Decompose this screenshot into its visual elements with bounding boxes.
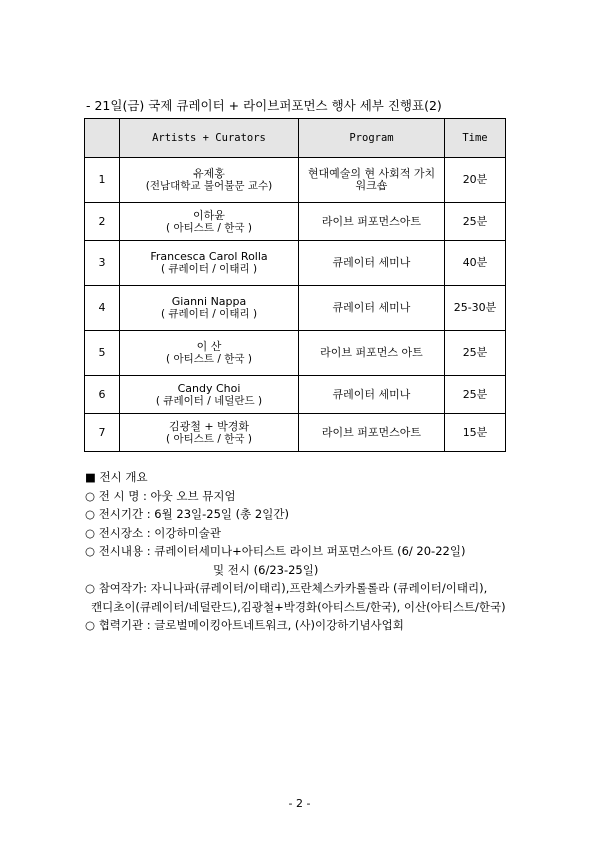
outline-artists-continued: 캔디초이(큐레이터/네덜란드),김광철+박경화(아티스트/한국), 이산(아티스트/한국) xyxy=(91,599,506,614)
table-row xyxy=(85,241,506,286)
table-row xyxy=(85,376,506,414)
schedule-heading: - 21일(금) 국제 큐레이터 + 라이브퍼포먼스 행사 세부 진행표(2) xyxy=(86,98,442,113)
outline-venue: ○ 전시장소 : 이강하미술관 xyxy=(85,525,221,540)
time-cell: 15분 xyxy=(445,414,506,452)
artist-role: ( 아티스트 / 한국 ) xyxy=(166,221,252,234)
row-number: 2 xyxy=(85,203,120,241)
program-cell: 현대예술의 현 사회적 가치 워크숍 xyxy=(299,158,445,203)
row-number: 4 xyxy=(85,286,120,331)
table-row xyxy=(85,414,506,452)
program-cell: 큐레이터 세미나 xyxy=(299,376,445,414)
artist-name: 이하윤 xyxy=(193,208,225,222)
artist-role: ( 큐레이터 / 이태리 ) xyxy=(160,263,258,275)
artist-name: Gianni Nappa xyxy=(171,295,247,308)
table-row xyxy=(85,158,506,203)
exhibition-outline xyxy=(85,468,506,635)
artist-cell xyxy=(120,203,299,241)
row-number: 1 xyxy=(85,158,120,203)
table-row xyxy=(85,203,506,241)
outline-content-continued: 및 전시 (6/23-25일) xyxy=(213,562,319,577)
header-program: Program xyxy=(299,119,445,158)
header-time: Time xyxy=(445,119,506,158)
table-row xyxy=(85,331,506,376)
artist-cell xyxy=(120,414,299,452)
artist-name: Francesca Carol Rolla xyxy=(150,250,268,263)
row-number: 3 xyxy=(85,241,120,286)
artist-role: ( 큐레이터 / 네덜란드 ) xyxy=(155,394,263,407)
time-cell: 25-30분 xyxy=(445,286,506,331)
page-number: - 2 - xyxy=(288,797,311,810)
outline-content: ○ 전시내용 : 큐레이터세미나+아티스트 라이브 퍼포먼스아트 (6/ 20-22일) xyxy=(85,544,466,558)
program-cell: 라이브 퍼포먼스 아트 xyxy=(299,331,445,376)
artist-cell xyxy=(120,376,299,414)
outline-name: ○ 전 시 명 : 아웃 오브 뮤지엄 xyxy=(85,488,236,503)
outline-artists: ○ 참여작가: 자니나파(큐레이터/이태리),프란체스카카롤롤라 (큐레이터/이태리), xyxy=(85,581,488,595)
row-number: 6 xyxy=(85,376,120,414)
outline-partners: ○ 협력기관 : 글로벌메이킹아트네트워크, (사)이강하기념사업회 xyxy=(85,618,404,632)
header-artists: Artists + Curators xyxy=(120,119,299,158)
time-cell: 25분 xyxy=(445,331,506,376)
row-number: 5 xyxy=(85,331,120,376)
artist-cell xyxy=(120,241,299,286)
artist-role: ( 아티스트 / 한국 ) xyxy=(166,353,252,365)
header-num xyxy=(85,119,120,158)
schedule-table xyxy=(84,118,506,452)
table-header-row xyxy=(85,119,506,158)
program-cell: 큐레이터 세미나 xyxy=(299,241,445,286)
time-cell: 20분 xyxy=(445,158,506,203)
outline-period: ○ 전시기간 : 6월 23일-25일 (총 2일간) xyxy=(85,507,289,521)
artist-cell xyxy=(120,331,299,376)
artist-name: 유제홍 xyxy=(193,167,225,180)
artist-role: (전남대학교 불어불문 교수) xyxy=(145,180,273,192)
artist-role: ( 큐레이터 / 이태리 ) xyxy=(160,308,258,320)
artist-role: ( 아티스트 / 한국 ) xyxy=(166,432,252,445)
table-row xyxy=(85,286,506,331)
time-cell: 40분 xyxy=(445,241,506,286)
program-cell: 라이브 퍼포먼스아트 xyxy=(299,414,445,452)
artist-cell xyxy=(120,158,299,203)
outline-title: ■ 전시 개요 xyxy=(85,470,148,484)
row-number: 7 xyxy=(85,414,120,452)
time-cell: 25분 xyxy=(445,376,506,414)
artist-name: Candy Choi xyxy=(177,381,241,395)
program-cell: 라이브 퍼포먼스아트 xyxy=(299,203,445,241)
artist-name: 이 산 xyxy=(196,340,222,353)
artist-name: 김광철 + 박경화 xyxy=(169,419,249,433)
program-cell: 큐레이터 세미나 xyxy=(299,286,445,331)
artist-cell xyxy=(120,286,299,331)
time-cell: 25분 xyxy=(445,203,506,241)
